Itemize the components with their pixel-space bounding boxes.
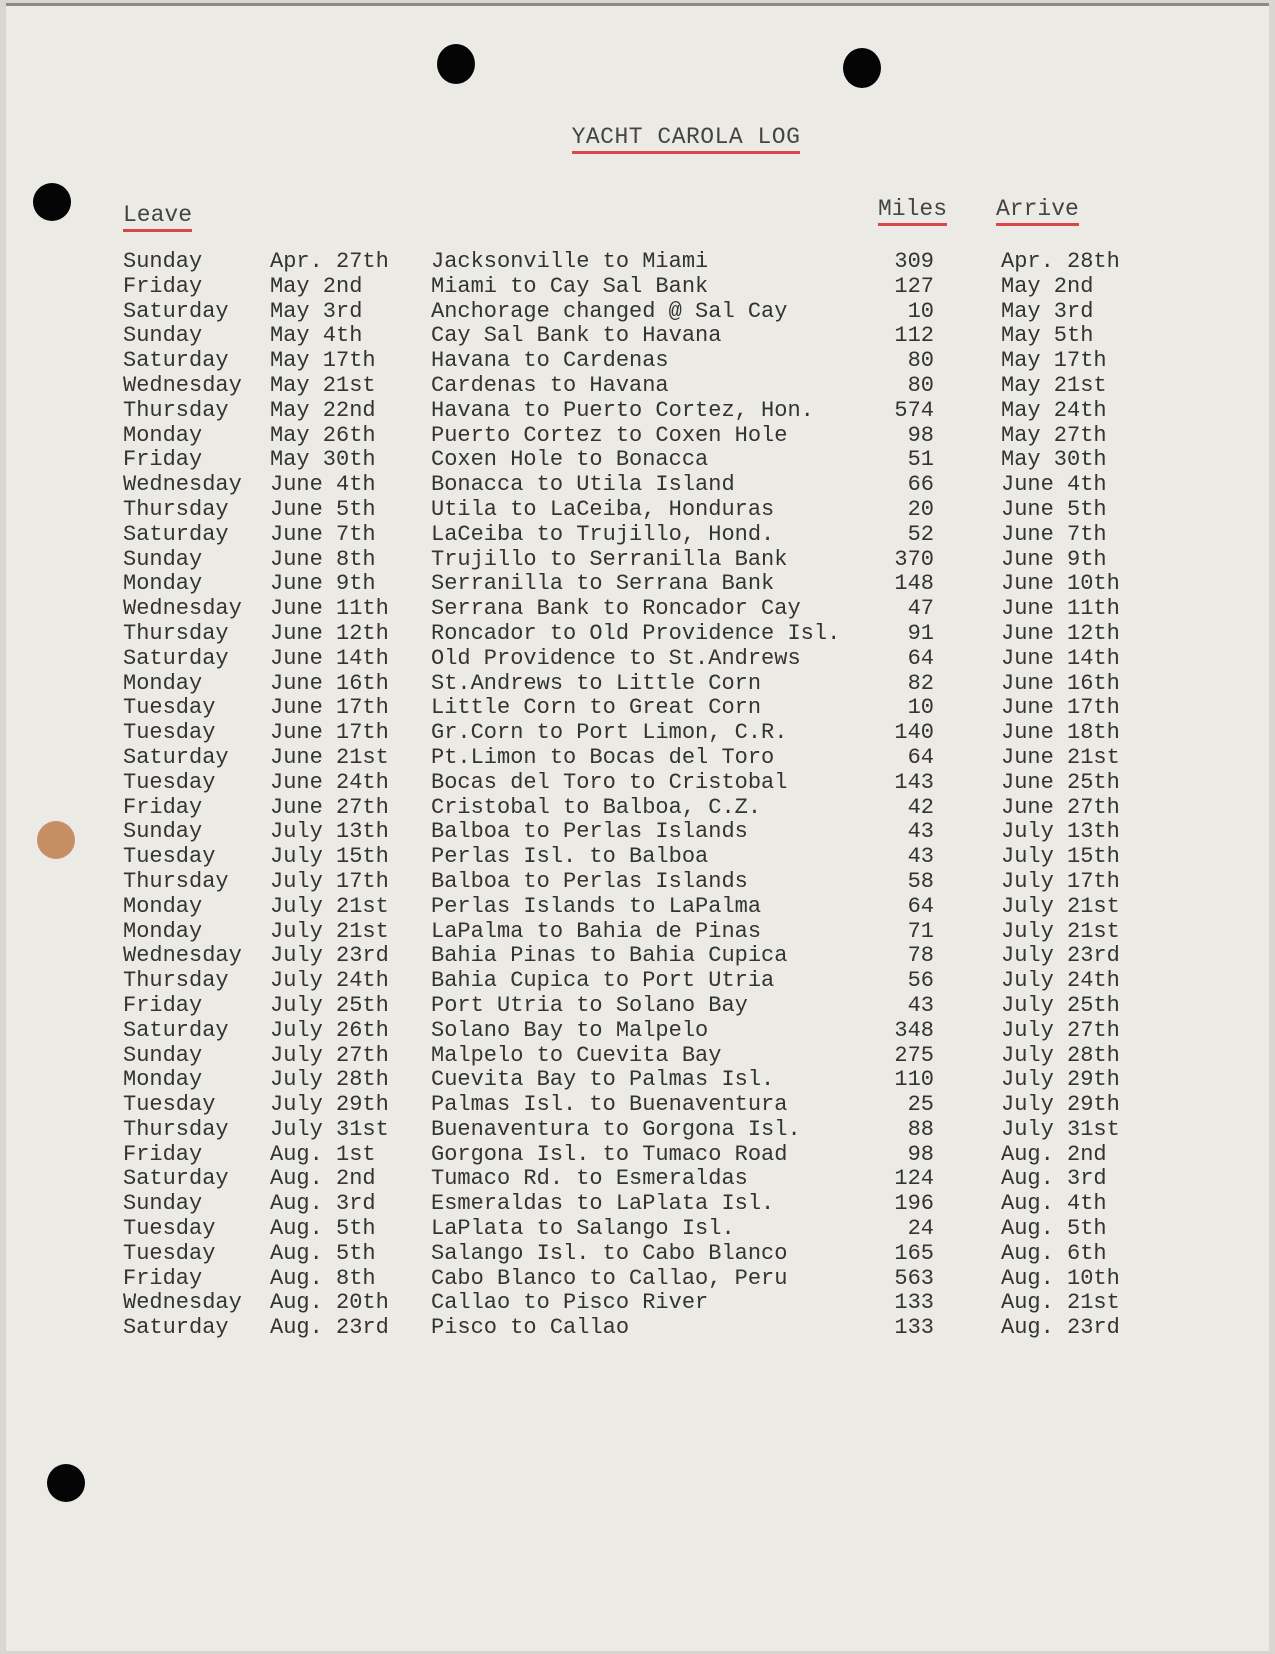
cell-miles: 127: [894, 273, 934, 299]
cell-leave: May 26th: [270, 422, 376, 448]
table-row: [6, 1315, 1269, 1340]
cell-route: Salango Isl. to Cabo Blanco: [431, 1240, 788, 1266]
cell-day: Thursday: [123, 968, 229, 994]
cell-leave: June 7th: [270, 521, 376, 547]
cell-arrive: Aug. 6th: [1001, 1240, 1107, 1266]
cell-day: Sunday: [123, 546, 203, 572]
cell-miles: 165: [894, 1240, 934, 1266]
cell-route: Perlas Islands to LaPalma: [431, 893, 762, 919]
table-row: [6, 671, 1269, 696]
cell-miles: 140: [894, 720, 934, 746]
cell-arrive: July 15th: [1001, 844, 1120, 870]
cell-miles: 370: [894, 546, 934, 572]
cell-leave: June 5th: [270, 496, 376, 522]
cell-day: Saturday: [123, 1166, 229, 1192]
table-row: [6, 1092, 1269, 1117]
cell-arrive: May 21st: [1001, 372, 1107, 398]
cell-route: Serranilla to Serrana Bank: [431, 571, 775, 597]
table-row: [6, 249, 1269, 274]
cell-route: Balboa to Perlas Islands: [431, 868, 748, 894]
cell-route: Cabo Blanco to Callao, Peru: [431, 1265, 788, 1291]
cell-miles: 275: [894, 1042, 934, 1068]
cell-leave: June 8th: [270, 546, 376, 572]
cell-arrive: July 23rd: [1001, 943, 1120, 969]
cell-route: Bahia Cupica to Port Utria: [431, 968, 775, 994]
cell-day: Monday: [123, 571, 203, 597]
cell-route: Balboa to Perlas Islands: [431, 819, 748, 845]
cell-miles: 124: [894, 1166, 934, 1192]
cell-miles: 309: [894, 249, 934, 274]
cell-miles: 25: [907, 1092, 934, 1118]
cell-day: Tuesday: [123, 769, 216, 795]
cell-day: Thursday: [123, 620, 229, 646]
table-row: [6, 348, 1269, 373]
cell-route: Port Utria to Solano Bay: [431, 992, 748, 1018]
cell-leave: Aug. 5th: [270, 1240, 376, 1266]
cell-arrive: June 14th: [1001, 645, 1120, 671]
cell-arrive: May 24th: [1001, 397, 1107, 423]
cell-route: St.Andrews to Little Corn: [431, 670, 762, 696]
cell-leave: May 21st: [270, 372, 376, 398]
punch-hole: [437, 44, 475, 84]
log-page: [6, 3, 1269, 1651]
cell-miles: 24: [907, 1216, 934, 1242]
cell-route: Havana to Puerto Cortez, Hon.: [431, 397, 814, 423]
cell-day: Wednesday: [123, 596, 242, 622]
cell-leave: July 24th: [270, 968, 389, 994]
cell-day: Friday: [123, 447, 203, 473]
table-row: [6, 1216, 1269, 1241]
cell-route: Little Corn to Great Corn: [431, 695, 762, 721]
cell-route: Cardenas to Havana: [431, 372, 669, 398]
cell-day: Saturday: [123, 744, 229, 770]
table-row: [6, 497, 1269, 522]
cell-route: Malpelo to Cuevita Bay: [431, 1042, 722, 1068]
header-miles: Miles: [878, 196, 947, 222]
cell-miles: 64: [907, 893, 934, 919]
cell-route: Palmas Isl. to Buenaventura: [431, 1092, 788, 1118]
cell-leave: July 26th: [270, 1017, 389, 1043]
cell-day: Friday: [123, 273, 203, 299]
cell-route: Callao to Pisco River: [431, 1290, 709, 1316]
table-row: [6, 522, 1269, 547]
cell-arrive: July 25th: [1001, 992, 1120, 1018]
cell-day: Thursday: [123, 868, 229, 894]
cell-arrive: May 3rd: [1001, 298, 1094, 324]
table-row: [6, 571, 1269, 596]
cell-leave: May 30th: [270, 447, 376, 473]
cell-arrive: June 21st: [1001, 744, 1120, 770]
cell-route: Puerto Cortez to Coxen Hole: [431, 422, 788, 448]
cell-arrive: July 24th: [1001, 968, 1120, 994]
cell-leave: June 12th: [270, 620, 389, 646]
table-row: [6, 398, 1269, 423]
cell-miles: 133: [894, 1290, 934, 1316]
cell-arrive: June 17th: [1001, 695, 1120, 721]
cell-arrive: Aug. 3rd: [1001, 1166, 1107, 1192]
cell-route: Cuevita Bay to Palmas Isl.: [431, 1067, 775, 1093]
cell-day: Friday: [123, 992, 203, 1018]
table-row: [6, 869, 1269, 894]
table-row: [6, 1018, 1269, 1043]
cell-miles: 82: [907, 670, 934, 696]
table-row: [6, 1117, 1269, 1142]
cell-arrive: June 5th: [1001, 496, 1107, 522]
cell-leave: July 21st: [270, 893, 389, 919]
table-row: [6, 472, 1269, 497]
cell-arrive: June 4th: [1001, 472, 1107, 498]
cell-leave: July 28th: [270, 1067, 389, 1093]
cell-leave: July 17th: [270, 868, 389, 894]
table-row: [6, 919, 1269, 944]
cell-leave: July 13th: [270, 819, 389, 845]
cell-miles: 10: [907, 298, 934, 324]
cell-day: Tuesday: [123, 844, 216, 870]
cell-leave: Aug. 8th: [270, 1265, 376, 1291]
cell-day: Wednesday: [123, 943, 242, 969]
cell-arrive: June 18th: [1001, 720, 1120, 746]
cell-arrive: June 7th: [1001, 521, 1107, 547]
cell-day: Monday: [123, 893, 203, 919]
table-row: [6, 373, 1269, 398]
cell-day: Sunday: [123, 1042, 203, 1068]
cell-route: Solano Bay to Malpelo: [431, 1017, 709, 1043]
cell-day: Monday: [123, 1067, 203, 1093]
cell-day: Wednesday: [123, 472, 242, 498]
cell-leave: May 17th: [270, 348, 376, 374]
cell-arrive: Aug. 4th: [1001, 1191, 1107, 1217]
cell-day: Sunday: [123, 819, 203, 845]
cell-day: Wednesday: [123, 1290, 242, 1316]
cell-miles: 78: [907, 943, 934, 969]
cell-miles: 98: [907, 422, 934, 448]
cell-miles: 80: [907, 372, 934, 398]
cell-leave: Aug. 5th: [270, 1216, 376, 1242]
cell-miles: 574: [894, 397, 934, 423]
table-row: [6, 695, 1269, 720]
cell-leave: Aug. 20th: [270, 1290, 389, 1316]
cell-day: Sunday: [123, 323, 203, 349]
cell-miles: 56: [907, 968, 934, 994]
cell-day: Sunday: [123, 1191, 203, 1217]
table-row: [6, 943, 1269, 968]
table-row: [6, 770, 1269, 795]
cell-miles: 42: [907, 794, 934, 820]
cell-leave: June 24th: [270, 769, 389, 795]
cell-arrive: June 11th: [1001, 596, 1120, 622]
cell-arrive: July 28th: [1001, 1042, 1120, 1068]
cell-leave: July 15th: [270, 844, 389, 870]
cell-miles: 47: [907, 596, 934, 622]
cell-arrive: July 29th: [1001, 1067, 1120, 1093]
cell-day: Friday: [123, 1265, 203, 1291]
cell-day: Tuesday: [123, 695, 216, 721]
cell-arrive: May 27th: [1001, 422, 1107, 448]
cell-arrive: Aug. 5th: [1001, 1216, 1107, 1242]
cell-route: Bahia Pinas to Bahia Cupica: [431, 943, 788, 969]
cell-leave: July 31st: [270, 1116, 389, 1142]
cell-miles: 10: [907, 695, 934, 721]
punch-hole: [47, 1464, 85, 1502]
cell-miles: 196: [894, 1191, 934, 1217]
cell-route: LaPalma to Bahia de Pinas: [431, 918, 762, 944]
cell-leave: June 17th: [270, 720, 389, 746]
cell-arrive: July 31st: [1001, 1116, 1120, 1142]
table-row: [6, 299, 1269, 324]
cell-miles: 112: [894, 323, 934, 349]
table-row: [6, 323, 1269, 348]
punch-hole: [843, 48, 881, 88]
cell-day: Thursday: [123, 397, 229, 423]
table-row: [6, 1142, 1269, 1167]
cell-miles: 133: [894, 1315, 934, 1341]
cell-arrive: July 21st: [1001, 893, 1120, 919]
table-row: [6, 547, 1269, 572]
cell-route: Jacksonville to Miami: [431, 249, 709, 274]
cell-miles: 110: [894, 1067, 934, 1093]
cell-miles: 66: [907, 472, 934, 498]
cell-leave: June 21st: [270, 744, 389, 770]
cell-leave: June 14th: [270, 645, 389, 671]
table-row: [6, 1290, 1269, 1315]
cell-miles: 43: [907, 844, 934, 870]
table-row: [6, 447, 1269, 472]
cell-miles: 143: [894, 769, 934, 795]
cell-day: Thursday: [123, 1116, 229, 1142]
cell-leave: June 9th: [270, 571, 376, 597]
cell-day: Tuesday: [123, 1216, 216, 1242]
table-row: [6, 795, 1269, 820]
cell-route: Perlas Isl. to Balboa: [431, 844, 709, 870]
header-arrive: Arrive: [996, 196, 1079, 222]
table-row: [6, 423, 1269, 448]
cell-day: Saturday: [123, 298, 229, 324]
cell-route: Gr.Corn to Port Limon, C.R.: [431, 720, 788, 746]
cell-day: Tuesday: [123, 1240, 216, 1266]
page-title: YACHT CAROLA LOG: [6, 124, 1269, 150]
table-row: [6, 1166, 1269, 1191]
cell-arrive: June 9th: [1001, 546, 1107, 572]
cell-day: Monday: [123, 670, 203, 696]
cell-arrive: May 30th: [1001, 447, 1107, 473]
cell-arrive: June 16th: [1001, 670, 1120, 696]
cell-miles: 80: [907, 348, 934, 374]
cell-arrive: May 5th: [1001, 323, 1094, 349]
cell-route: Utila to LaCeiba, Honduras: [431, 496, 775, 522]
cell-day: Friday: [123, 1141, 203, 1167]
cell-miles: 71: [907, 918, 934, 944]
cell-miles: 98: [907, 1141, 934, 1167]
cell-miles: 64: [907, 744, 934, 770]
table-row: [6, 819, 1269, 844]
cell-arrive: June 12th: [1001, 620, 1120, 646]
cell-route: Cristobal to Balboa, C.Z.: [431, 794, 762, 820]
cell-day: Thursday: [123, 496, 229, 522]
table-row: [6, 646, 1269, 671]
table-row: [6, 720, 1269, 745]
cell-arrive: May 17th: [1001, 348, 1107, 374]
cell-route: Anchorage changed @ Sal Cay: [431, 298, 788, 324]
cell-arrive: June 10th: [1001, 571, 1120, 597]
cell-route: Miami to Cay Sal Bank: [431, 273, 709, 299]
cell-miles: 43: [907, 992, 934, 1018]
cell-leave: Aug. 2nd: [270, 1166, 376, 1192]
cell-miles: 58: [907, 868, 934, 894]
cell-route: Trujillo to Serranilla Bank: [431, 546, 788, 572]
punch-hole: [33, 183, 71, 221]
cell-miles: 52: [907, 521, 934, 547]
cell-route: Pt.Limon to Bocas del Toro: [431, 744, 775, 770]
cell-arrive: Aug. 2nd: [1001, 1141, 1107, 1167]
cell-day: Monday: [123, 918, 203, 944]
cell-route: Esmeraldas to LaPlata Isl.: [431, 1191, 775, 1217]
cell-route: Buenaventura to Gorgona Isl.: [431, 1116, 801, 1142]
cell-leave: May 2nd: [270, 273, 363, 299]
cell-day: Tuesday: [123, 720, 216, 746]
cell-day: Saturday: [123, 521, 229, 547]
cell-route: Serrana Bank to Roncador Cay: [431, 596, 801, 622]
cell-route: Gorgona Isl. to Tumaco Road: [431, 1141, 788, 1167]
cell-day: Saturday: [123, 1315, 229, 1341]
cell-miles: 64: [907, 645, 934, 671]
cell-leave: July 23rd: [270, 943, 389, 969]
table-row: [6, 621, 1269, 646]
table-row: [6, 1266, 1269, 1291]
cell-arrive: Apr. 28th: [1001, 249, 1120, 274]
table-row: [6, 745, 1269, 770]
cell-leave: Aug. 23rd: [270, 1315, 389, 1341]
cell-leave: June 16th: [270, 670, 389, 696]
cell-route: Tumaco Rd. to Esmeraldas: [431, 1166, 748, 1192]
cell-route: Havana to Cardenas: [431, 348, 669, 374]
cell-route: Pisco to Callao: [431, 1315, 630, 1341]
cell-arrive: July 21st: [1001, 918, 1120, 944]
cell-leave: May 3rd: [270, 298, 363, 324]
cell-leave: Aug. 1st: [270, 1141, 376, 1167]
cell-day: Friday: [123, 794, 203, 820]
cell-arrive: Aug. 21st: [1001, 1290, 1120, 1316]
cell-leave: June 4th: [270, 472, 376, 498]
table-row: [6, 1241, 1269, 1266]
table-row: [6, 894, 1269, 919]
cell-day: Saturday: [123, 645, 229, 671]
cell-miles: 563: [894, 1265, 934, 1291]
cell-miles: 348: [894, 1017, 934, 1043]
cell-leave: June 27th: [270, 794, 389, 820]
cell-arrive: June 27th: [1001, 794, 1120, 820]
cell-route: Old Providence to St.Andrews: [431, 645, 801, 671]
cell-arrive: July 27th: [1001, 1017, 1120, 1043]
cell-route: Cay Sal Bank to Havana: [431, 323, 722, 349]
cell-leave: July 29th: [270, 1092, 389, 1118]
cell-day: Sunday: [123, 249, 203, 274]
cell-miles: 51: [907, 447, 934, 473]
cell-leave: June 11th: [270, 596, 389, 622]
cell-miles: 20: [907, 496, 934, 522]
cell-day: Saturday: [123, 348, 229, 374]
table-row: [6, 968, 1269, 993]
cell-miles: 91: [907, 620, 934, 646]
log-table: [6, 249, 1269, 1340]
cell-arrive: July 17th: [1001, 868, 1120, 894]
table-row: [6, 274, 1269, 299]
cell-route: Roncador to Old Providence Isl.: [431, 620, 841, 646]
cell-day: Monday: [123, 422, 203, 448]
table-row: [6, 596, 1269, 621]
cell-arrive: July 29th: [1001, 1092, 1120, 1118]
cell-day: Saturday: [123, 1017, 229, 1043]
cell-route: Coxen Hole to Bonacca: [431, 447, 709, 473]
cell-route: Bocas del Toro to Cristobal: [431, 769, 788, 795]
table-row: [6, 1067, 1269, 1092]
cell-arrive: July 13th: [1001, 819, 1120, 845]
cell-miles: 88: [907, 1116, 934, 1142]
cell-miles: 148: [894, 571, 934, 597]
cell-arrive: Aug. 10th: [1001, 1265, 1120, 1291]
cell-arrive: Aug. 23rd: [1001, 1315, 1120, 1341]
cell-leave: Aug. 3rd: [270, 1191, 376, 1217]
table-row: [6, 1043, 1269, 1068]
cell-arrive: June 25th: [1001, 769, 1120, 795]
table-row: [6, 844, 1269, 869]
cell-leave: May 22nd: [270, 397, 376, 423]
table-row: [6, 993, 1269, 1018]
cell-miles: 43: [907, 819, 934, 845]
cell-leave: Apr. 27th: [270, 249, 389, 274]
cell-route: Bonacca to Utila Island: [431, 472, 735, 498]
cell-route: LaPlata to Salango Isl.: [431, 1216, 735, 1242]
header-leave: Leave: [123, 202, 192, 228]
cell-leave: July 27th: [270, 1042, 389, 1068]
cell-leave: July 25th: [270, 992, 389, 1018]
table-row: [6, 1191, 1269, 1216]
cell-day: Tuesday: [123, 1092, 216, 1118]
cell-route: LaCeiba to Trujillo, Hond.: [431, 521, 775, 547]
cell-leave: June 17th: [270, 695, 389, 721]
cell-leave: July 21st: [270, 918, 389, 944]
cell-arrive: May 2nd: [1001, 273, 1094, 299]
cell-leave: May 4th: [270, 323, 363, 349]
cell-day: Wednesday: [123, 372, 242, 398]
